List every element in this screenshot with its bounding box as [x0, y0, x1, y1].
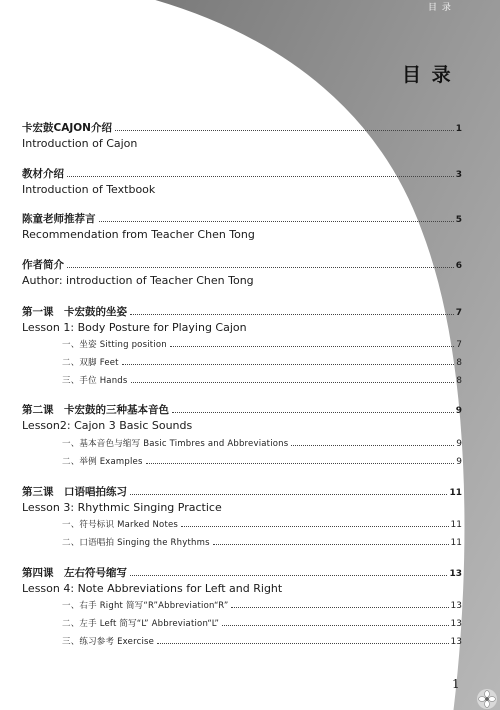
- page-ref: 7: [456, 340, 462, 350]
- page-ref: 9: [456, 457, 462, 467]
- leader-dots: [172, 412, 454, 413]
- subitem-label: 二、举例 Examples: [62, 457, 143, 467]
- leader-dots: [99, 221, 454, 222]
- toc-subitem[interactable]: [62, 356, 462, 368]
- lesson-title-en: Lesson 3: Rhythmic Singing Practice: [22, 501, 222, 514]
- lesson-title-zh: 第三课 口语唱拍练习: [22, 486, 127, 498]
- entry-title-en: Introduction of Cajon: [22, 137, 138, 150]
- leader-dots: [122, 364, 455, 365]
- toc-lesson-1[interactable]: [22, 304, 462, 334]
- leader-dots: [181, 526, 449, 527]
- lesson-title-zh: 第一课 卡宏鼓的坐姿: [22, 306, 127, 318]
- lesson-title-zh: 第四课 左右符号缩写: [22, 567, 127, 579]
- toc-subitem[interactable]: [62, 455, 462, 467]
- toc-entry-author[interactable]: [22, 257, 462, 287]
- leader-dots: [131, 382, 455, 383]
- toc-lesson-2[interactable]: [22, 402, 462, 432]
- leader-dots: [67, 176, 454, 177]
- leader-dots: [222, 625, 448, 626]
- page-ref: 5: [455, 215, 462, 225]
- page-ref: 11: [449, 488, 462, 498]
- page-ref: 11: [450, 538, 462, 548]
- leader-dots: [115, 130, 454, 131]
- subitem-label: 一、符号标识 Marked Notes: [62, 520, 179, 530]
- toc-entry-cajon-intro[interactable]: [22, 120, 462, 150]
- toc-subitem[interactable]: [62, 374, 462, 386]
- leader-dots: [130, 314, 454, 315]
- toc-subitem[interactable]: [62, 635, 462, 647]
- subitem-label: 二、双脚 Feet: [62, 358, 119, 368]
- page-ref: 7: [455, 308, 462, 318]
- lesson-title-en: Lesson2: Cajon 3 Basic Sounds: [22, 419, 193, 432]
- toc-entry-recommendation[interactable]: [22, 211, 462, 241]
- toc-subitem[interactable]: [62, 338, 462, 350]
- subitem-label: 二、口语唱拍 Singing the Rhythms: [62, 538, 210, 548]
- lesson-title-zh: 第二课 卡宏鼓的三种基本音色: [22, 404, 169, 416]
- page-title: 目 录: [402, 64, 453, 86]
- toc-subitem[interactable]: [62, 518, 462, 530]
- page-ref: 13: [450, 637, 462, 647]
- toc-subitem[interactable]: [62, 617, 462, 629]
- page-ref: 1: [455, 124, 462, 134]
- flower-ornament-icon: [476, 688, 498, 710]
- page-ref: 13: [450, 601, 462, 611]
- leader-dots: [213, 544, 449, 545]
- leader-dots: [157, 643, 448, 644]
- toc-subitem[interactable]: [62, 437, 462, 449]
- leader-dots: [231, 607, 448, 608]
- page-number: 1: [452, 677, 460, 691]
- lesson-title-en: Lesson 1: Body Posture for Playing Cajon: [22, 321, 247, 334]
- page-ref: 8: [456, 358, 462, 368]
- toc-entry-textbook-intro[interactable]: [22, 166, 462, 196]
- page-ref: 6: [455, 261, 462, 271]
- entry-title-en: Introduction of Textbook: [22, 183, 156, 196]
- entry-title-zh: 作者简介: [22, 259, 64, 271]
- page-ref: 9: [455, 406, 462, 416]
- subitem-label: 一、坐姿 Sitting position: [62, 340, 167, 350]
- leader-dots: [130, 575, 447, 576]
- leader-dots: [67, 267, 454, 268]
- toc-lesson-4[interactable]: [22, 565, 462, 595]
- entry-title-en: Recommendation from Teacher Chen Tong: [22, 228, 255, 241]
- leader-dots: [291, 445, 454, 446]
- page-ref: 13: [450, 619, 462, 629]
- running-header: 目 录: [428, 3, 452, 13]
- subitem-label: 三、手位 Hands: [62, 376, 128, 386]
- page-ref: 3: [455, 170, 462, 180]
- leader-dots: [170, 346, 454, 347]
- page-ref: 8: [456, 376, 462, 386]
- leader-dots: [146, 463, 455, 464]
- toc-subitem[interactable]: [62, 536, 462, 548]
- toc-lesson-3[interactable]: [22, 484, 462, 514]
- entry-title-en: Author: introduction of Teacher Chen Tong: [22, 274, 254, 287]
- page-ref: 11: [450, 520, 462, 530]
- subitem-label: 一、基本音色与缩写 Basic Timbres and Abbreviations: [62, 439, 289, 449]
- subitem-label: 三、练习参考 Exercise: [62, 637, 155, 647]
- leader-dots: [130, 494, 447, 495]
- subitem-label: 二、左手 Left 简写“L” Abbreviation“L”: [62, 619, 220, 629]
- page-ref: 9: [456, 439, 462, 449]
- entry-title-zh: 教材介绍: [22, 168, 64, 180]
- subitem-label: 一、右手 Right 简写“R”Abbreviation“R”: [62, 601, 229, 611]
- entry-title-zh: 卡宏鼓CAJON介绍: [22, 122, 112, 134]
- toc-subitem[interactable]: [62, 599, 462, 611]
- entry-title-zh: 陈童老师推荐言: [22, 213, 96, 225]
- lesson-title-en: Lesson 4: Note Abbreviations for Left and Right: [22, 582, 283, 595]
- page-ref: 13: [449, 569, 462, 579]
